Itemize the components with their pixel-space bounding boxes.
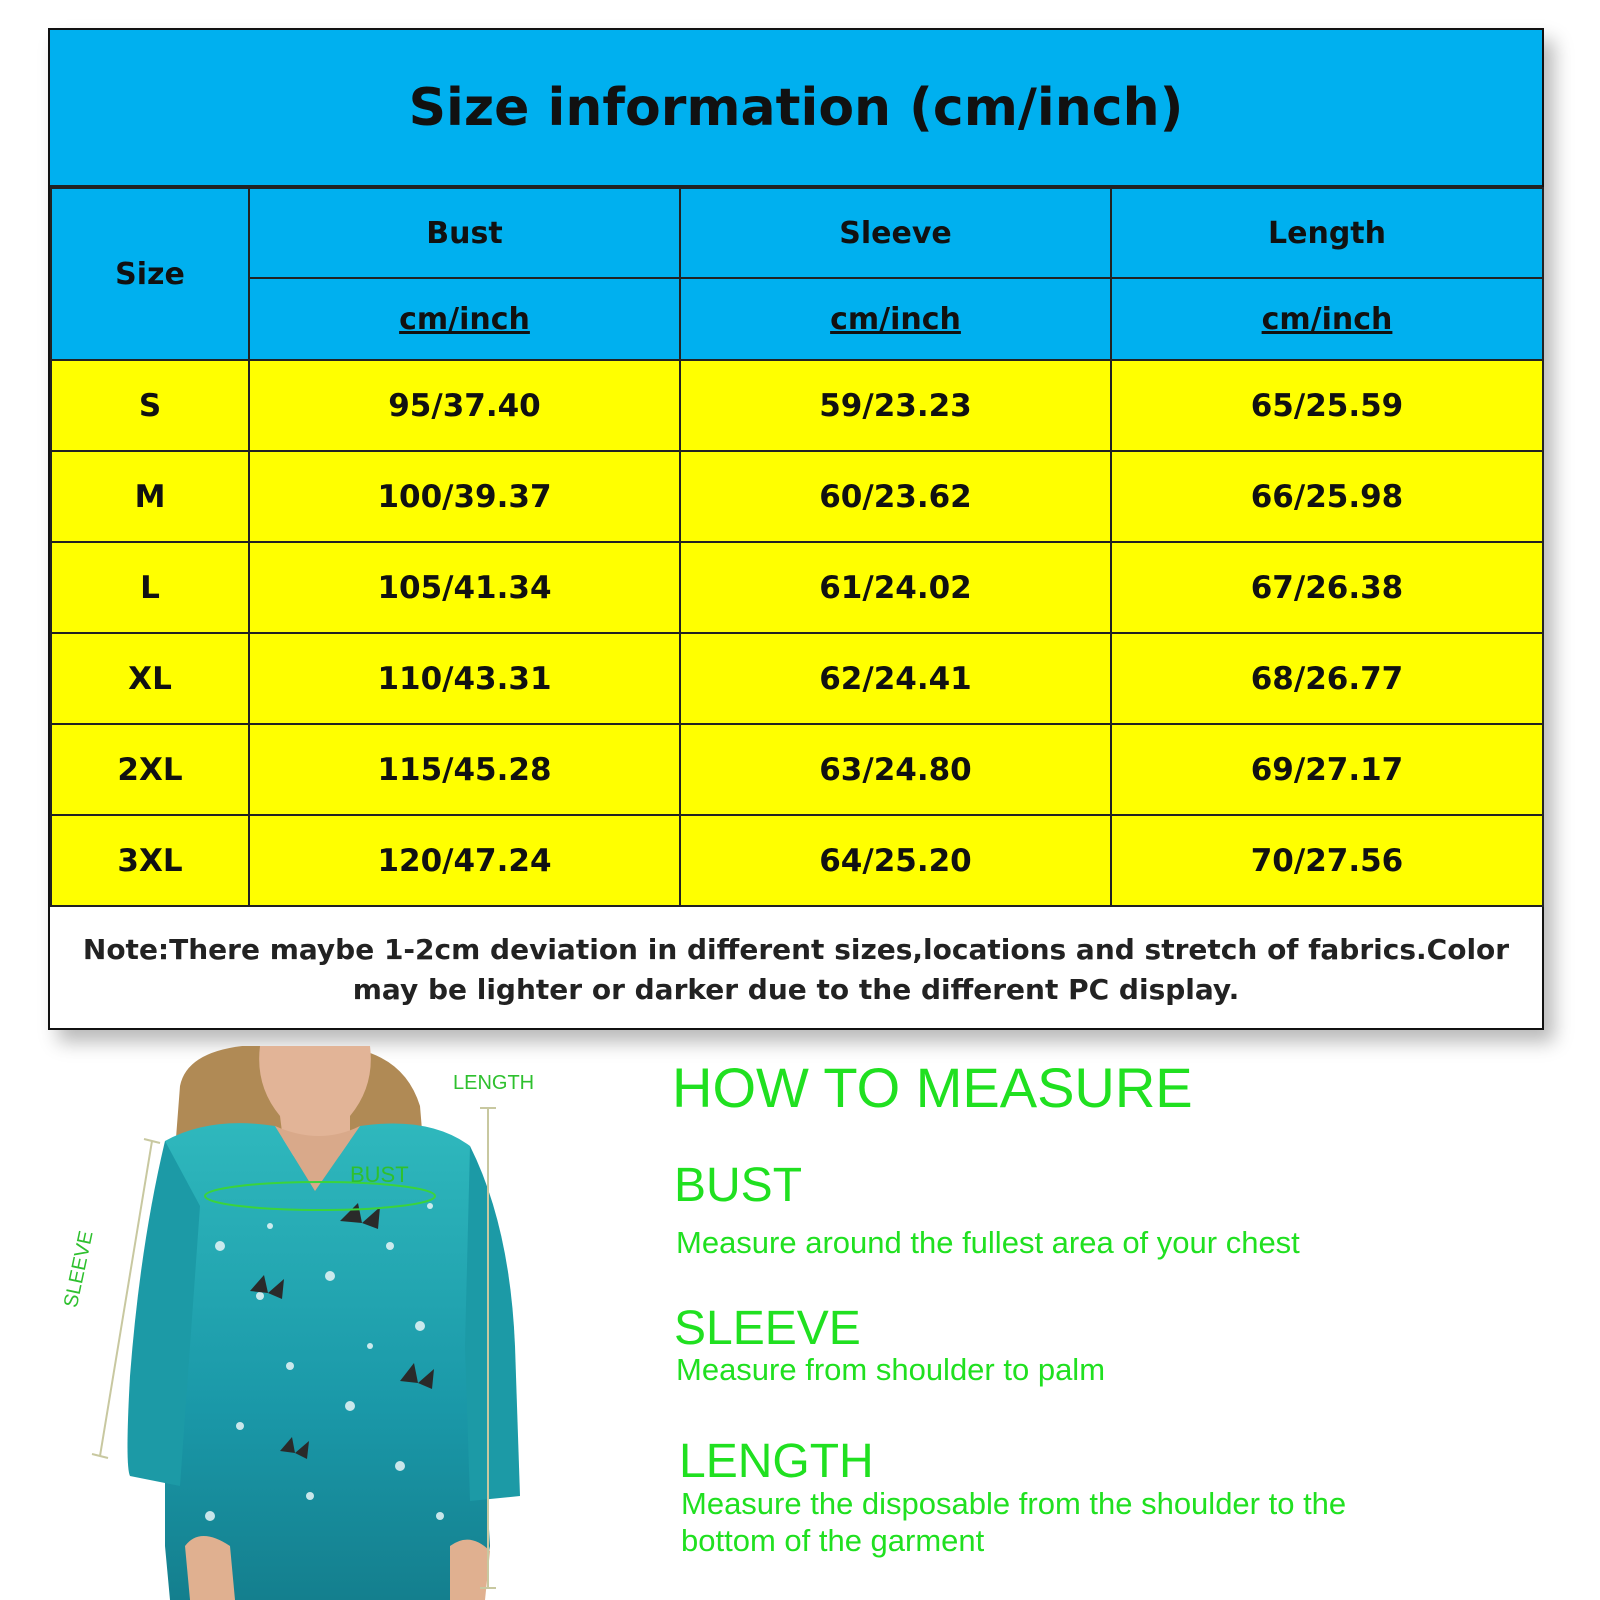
bust-cell: 100/39.37 bbox=[249, 451, 680, 542]
table-header-row bbox=[51, 188, 1543, 278]
bust-cell: 120/47.24 bbox=[249, 815, 680, 906]
length-section-title: LENGTH bbox=[679, 1435, 874, 1488]
sleeve-column-header: Sleeve bbox=[680, 188, 1111, 278]
size-note: Note:There maybe 1-2cm deviation in different sizes,locations and stretch of fabrics.Color may be lighter or darker due to the different PC display. bbox=[82, 933, 1510, 1006]
size-cell: L bbox=[51, 542, 249, 633]
size-cell: 2XL bbox=[51, 724, 249, 815]
size-cell: 3XL bbox=[51, 815, 249, 906]
sleeve-cell: 64/25.20 bbox=[680, 815, 1111, 906]
size-chart-title: Size information (cm/inch) bbox=[50, 30, 1542, 187]
size-chart bbox=[48, 28, 1544, 1030]
sleeve-unit-text: cm/inch bbox=[830, 301, 961, 337]
length-cell: 66/25.98 bbox=[1111, 451, 1543, 542]
length-cell: 70/27.56 bbox=[1111, 815, 1543, 906]
table-row bbox=[51, 542, 1543, 633]
sleeve-cell: 59/23.23 bbox=[680, 360, 1111, 451]
length-cell: 69/27.17 bbox=[1111, 724, 1543, 815]
table-unit-row bbox=[51, 278, 1543, 360]
size-column-header: Size bbox=[51, 188, 249, 360]
bust-section-desc: Measure around the fullest area of your chest bbox=[676, 1225, 1300, 1260]
sleeve-unit bbox=[680, 278, 1111, 360]
bust-section-title: BUST bbox=[674, 1159, 803, 1212]
sleeve-cell: 61/24.02 bbox=[680, 542, 1111, 633]
length-unit-text: cm/inch bbox=[1261, 301, 1393, 337]
length-cell: 68/26.77 bbox=[1111, 633, 1543, 724]
bust-cell: 105/41.34 bbox=[249, 542, 680, 633]
table-row bbox=[51, 360, 1543, 451]
bust-unit bbox=[249, 278, 680, 360]
sleeve-cell: 63/24.80 bbox=[680, 724, 1111, 815]
photo-bust-label: BUST bbox=[350, 1162, 409, 1187]
photo-sleeve-label: SLEEVE bbox=[60, 1228, 98, 1310]
garment-photo bbox=[70, 1046, 630, 1600]
length-unit bbox=[1111, 278, 1543, 360]
bust-cell: 110/43.31 bbox=[249, 633, 680, 724]
table-row bbox=[51, 633, 1543, 724]
sleeve-cell: 62/24.41 bbox=[680, 633, 1111, 724]
length-column-header: Length bbox=[1111, 188, 1543, 278]
sleeve-section-desc: Measure from shoulder to palm bbox=[676, 1352, 1106, 1387]
garment-illustration bbox=[70, 1046, 630, 1600]
size-table bbox=[50, 187, 1544, 907]
table-row bbox=[51, 724, 1543, 815]
sleeve-cell: 60/23.62 bbox=[680, 451, 1111, 542]
photo-length-label: LENGTH bbox=[453, 1072, 535, 1094]
size-cell: S bbox=[51, 360, 249, 451]
sleeve-section-title: SLEEVE bbox=[674, 1302, 861, 1355]
bust-cell: 95/37.40 bbox=[249, 360, 680, 451]
bust-unit-text: cm/inch bbox=[399, 301, 530, 337]
length-cell: 65/25.59 bbox=[1111, 360, 1543, 451]
size-cell: XL bbox=[51, 633, 249, 724]
bust-column-header: Bust bbox=[249, 188, 680, 278]
table-row bbox=[51, 815, 1543, 906]
bust-cell: 115/45.28 bbox=[249, 724, 680, 815]
length-cell: 67/26.38 bbox=[1111, 542, 1543, 633]
how-to-measure-title: HOW TO MEASURE bbox=[672, 1056, 1193, 1119]
table-row bbox=[51, 451, 1543, 542]
length-section-desc: Measure the disposable from the shoulder to the bottom of the garment bbox=[681, 1486, 1347, 1558]
size-cell: M bbox=[51, 451, 249, 542]
